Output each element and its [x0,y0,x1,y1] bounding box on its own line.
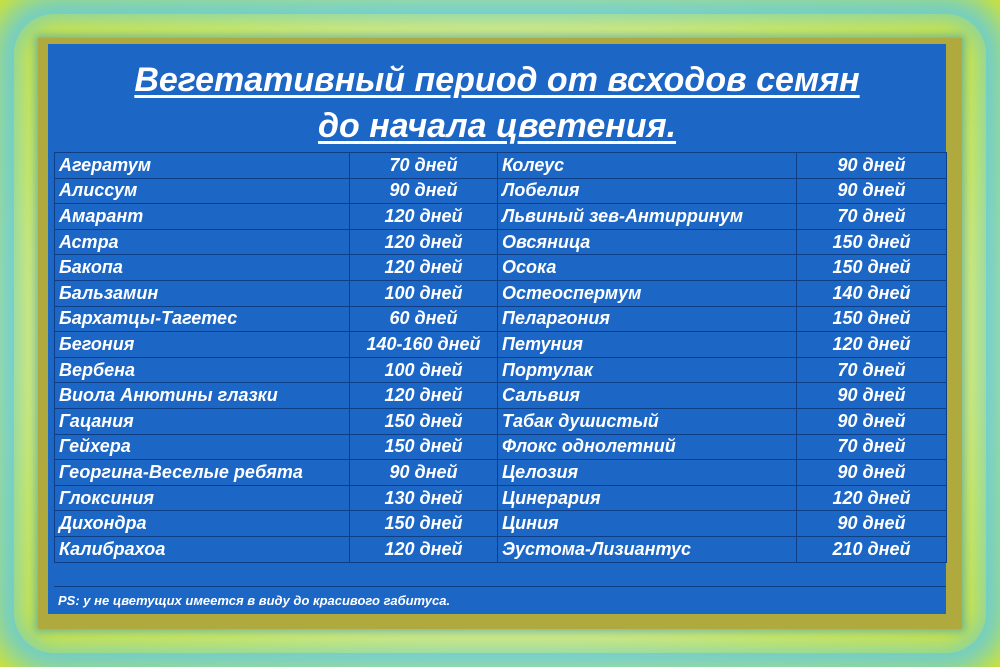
table-row [55,255,947,281]
plant-name: Алиссум [55,178,350,204]
plant-name: Пеларгония [498,306,797,332]
days-value: 150 дней [797,255,947,281]
days-value: 210 дней [797,536,947,562]
days-value: 120 дней [350,255,498,281]
plant-name: Бакопа [55,255,350,281]
title-line-1: Вегетативный период от всходов семян [134,61,860,99]
days-value: 120 дней [797,485,947,511]
days-value: 140 дней [797,280,947,306]
table-row [55,408,947,434]
plant-name: Львиный зев-Антирринум [498,204,797,230]
table-row [55,153,947,179]
flowering-table [54,152,947,563]
days-value: 100 дней [350,280,498,306]
plant-name: Табак душистый [498,408,797,434]
plant-name: Целозия [498,460,797,486]
days-value: 60 дней [350,306,498,332]
days-value: 150 дней [797,229,947,255]
days-value: 120 дней [350,383,498,409]
table-row [55,229,947,255]
poster-board [48,44,946,614]
days-value: 90 дней [797,383,947,409]
days-value: 150 дней [350,408,498,434]
plant-name: Гейхера [55,434,350,460]
plant-name: Бальзамин [55,280,350,306]
days-value: 140-160 дней [350,332,498,358]
days-value: 70 дней [350,153,498,179]
plant-name: Дихондра [55,511,350,537]
table-row [55,306,947,332]
plant-name: Цинерария [498,485,797,511]
plant-name: Виола Анютины глазки [55,383,350,409]
days-value: 90 дней [797,460,947,486]
days-value: 120 дней [350,229,498,255]
plant-name: Вербена [55,357,350,383]
days-value: 70 дней [797,357,947,383]
days-value: 130 дней [350,485,498,511]
plant-name: Овсяница [498,229,797,255]
plant-name: Бегония [55,332,350,358]
days-value: 90 дней [797,178,947,204]
plant-name: Циния [498,511,797,537]
table-row [55,383,947,409]
plant-name: Сальвия [498,383,797,409]
plant-name: Портулак [498,357,797,383]
days-value: 150 дней [797,306,947,332]
table-row [55,357,947,383]
plant-name: Колеус [498,153,797,179]
footnote: PS: у не цветущих имеется в виду до красивого габитуса. [58,593,451,608]
days-value: 90 дней [350,460,498,486]
days-value: 90 дней [797,408,947,434]
table-row [55,485,947,511]
plant-name: Эустома-Лизиантус [498,536,797,562]
plant-name: Амарант [55,204,350,230]
plant-name: Остеоспермум [498,280,797,306]
days-value: 150 дней [350,511,498,537]
table-row [55,204,947,230]
days-value: 70 дней [797,204,947,230]
days-value: 100 дней [350,357,498,383]
table-row [55,280,947,306]
days-value: 70 дней [797,434,947,460]
plant-name: Флокс однолетний [498,434,797,460]
days-value: 150 дней [350,434,498,460]
table-row [55,332,947,358]
days-value: 90 дней [797,153,947,179]
plant-name: Гацания [55,408,350,434]
days-value: 90 дней [797,511,947,537]
plant-name: Астра [55,229,350,255]
plant-name: Агератум [55,153,350,179]
days-value: 120 дней [797,332,947,358]
footnote-divider [54,586,946,587]
days-value: 120 дней [350,204,498,230]
days-value: 120 дней [350,536,498,562]
table-row [55,460,947,486]
plant-name: Лобелия [498,178,797,204]
plant-name: Георгина-Веселые ребята [55,460,350,486]
plant-name: Осока [498,255,797,281]
days-value: 90 дней [350,178,498,204]
plant-name: Калибрахоа [55,536,350,562]
plant-name: Глоксиния [55,485,350,511]
table-row [55,434,947,460]
table-row [55,511,947,537]
title-line-2: до начала цветения. [317,107,677,145]
plant-name: Петуния [498,332,797,358]
plant-name: Бархатцы-Тагетес [55,306,350,332]
table-row [55,536,947,562]
table-row [55,178,947,204]
